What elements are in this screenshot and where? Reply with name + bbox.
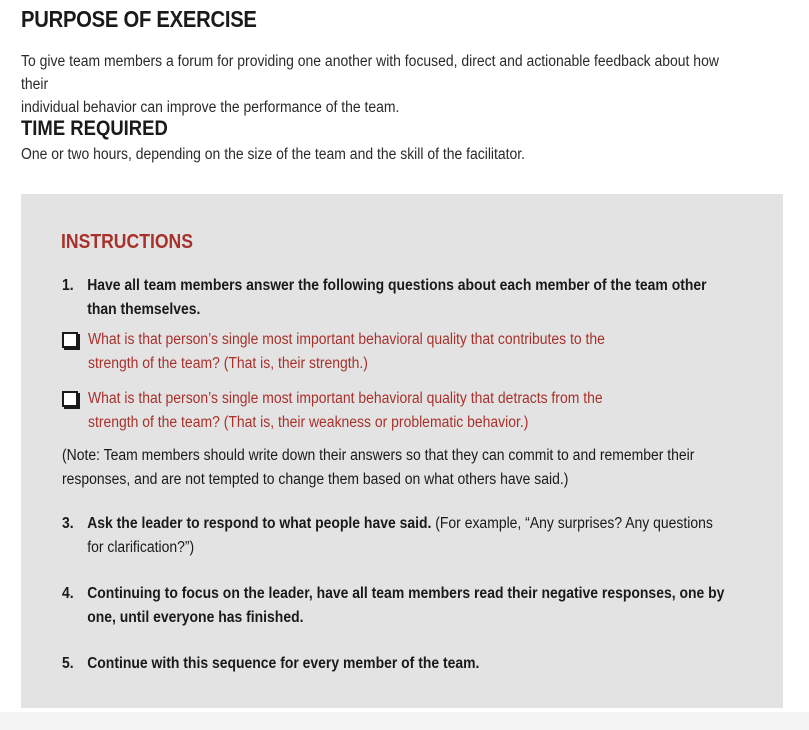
purpose-line-1: To give team members a forum for providing one another with focused, direct and actionable feedback about how their [21, 53, 719, 93]
question-1-line-1: What is that person’s single most important behavioral quality that contributes to the [88, 331, 605, 348]
time-text: One or two hours, depending on the size of the team and the skill of the facilitator. [21, 146, 526, 163]
step-5-line-1: Continue with this sequence for every member of the team. [87, 655, 480, 672]
checkbox-icon[interactable] [62, 391, 78, 407]
step-1-line-2: than themselves. [87, 300, 201, 318]
question-2-text [88, 387, 603, 434]
question-1-text [88, 328, 605, 375]
question-1-line-2: strength of the team? (That is, their strength.) [88, 354, 368, 372]
step-4-line-1: Continuing to focus on the leader, have all team members read their negative responses, one by [87, 585, 725, 602]
question-2-line-1: What is that person’s single most important behavioral quality that detracts from the [88, 390, 603, 407]
instructions-heading: INSTRUCTIONS [61, 231, 193, 253]
question-2-line-2: strength of the team? (That is, their weakness or problematic behavior.) [88, 413, 529, 431]
purpose-heading: PURPOSE OF EXERCISE [21, 6, 257, 32]
time-heading: TIME REQUIRED [21, 117, 168, 140]
step-4-line-2: one, until everyone has finished. [87, 608, 304, 626]
note-paragraph [62, 444, 694, 491]
step-number: 4. [62, 585, 74, 602]
step-1-line-1: Have all team members answer the following questions about each member of the team other [87, 277, 707, 294]
step-3-rest: (For example, “Any surprises? Any questions [431, 515, 713, 532]
note-line-1: (Note: Team members should write down their answers so that they can commit to and remember their [62, 447, 695, 464]
step-3-bold: Ask the leader to respond to what people have said. [87, 515, 432, 532]
step-number: 1. [62, 277, 74, 294]
step-number: 3. [62, 515, 74, 532]
instructions-box [21, 194, 783, 708]
purpose-line-2: individual behavior can improve the performance of the team. [21, 99, 400, 116]
checkbox-icon[interactable] [62, 332, 78, 348]
page-bottom-edge [0, 712, 809, 730]
step-number: 5. [62, 655, 74, 672]
step-3-line-2: for clarification?”) [87, 538, 195, 556]
purpose-paragraph [21, 50, 732, 119]
step-3-line-1 [87, 512, 713, 536]
note-line-2: responses, and are not tempted to change them based on what others have said.) [62, 470, 569, 488]
